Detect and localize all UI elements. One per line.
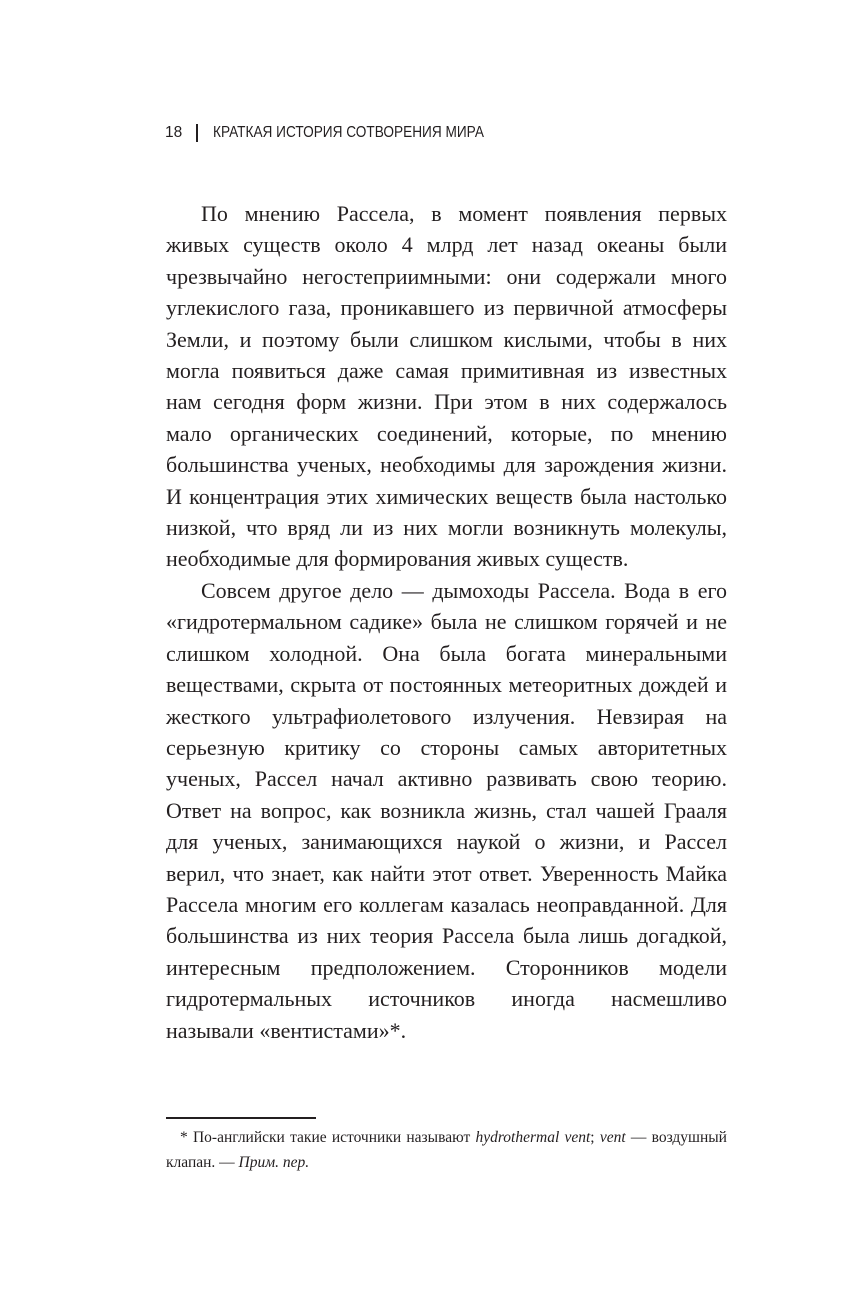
running-head bbox=[165, 121, 521, 145]
footnote-text-part: ; bbox=[590, 1129, 600, 1146]
footnote-text bbox=[166, 1125, 727, 1175]
footnote-text-part: По-английски такие источники называют bbox=[187, 1129, 476, 1146]
body-paragraph: Совсем другое дело — дымоходы Рассела. Вода в его «гидротермальном садике» была не слишком горячей и не слишком холодной. Она была богата минеральными веществами, скрыта от постоянных метеоритных дождей и жесткого ультрафиолетового излучения. Невзирая на серьезную критику со стороны самых авторитетных ученых, Рассел начал активно развивать свою теорию. Ответ на вопрос, как возникла жизнь, стал чашей Грааля для ученых, занимающихся наукой о жизни, и Рассел верил, что знает, как найти этот ответ. Уверенность Майка Рассела многим его коллегам казалась неоправданной. Для большинства из них теория Рассела была лишь догадкой, интересным предположением. Сторонников модели гидротермальных источников иногда насмешливо называли «вентистами»*. bbox=[166, 577, 727, 1043]
footnote-term: hydrothermal vent bbox=[475, 1129, 591, 1146]
book-title: КРАТКАЯ ИСТОРИЯ СОТВОРЕНИЯ МИРА bbox=[213, 124, 485, 141]
page-number: 18 bbox=[165, 124, 183, 141]
footnote-marker: * bbox=[180, 1129, 188, 1146]
footnote-term: vent bbox=[599, 1129, 626, 1146]
translator-note-label: Прим. пер. bbox=[238, 1154, 310, 1171]
body-paragraph: По мнению Рассела, в момент появления первых живых существ около 4 млрд лет назад океаны были чрезвычайно негостеприимными: они содержали много углекислого газа, проникавшего из первичной атмосферы Земли, и поэтому были слишком кислыми, чтобы в них могла появиться даже самая примитивная из известных нам сегодня форм жизни. При этом в них содержалось мало органических соединений, которые, по мнению большинства ученых, необходимы для зарождения жизни. И концентрация этих химических веществ была настолько низкой, что вряд ли из них могли возникнуть молекулы, необходимые для формирования живых существ. bbox=[166, 201, 727, 572]
header-separator bbox=[196, 124, 198, 142]
body-text bbox=[166, 198, 727, 1046]
footnote bbox=[166, 1125, 727, 1175]
footnote-divider bbox=[166, 1117, 316, 1119]
footnote-text-part: — воздушный клапан. — bbox=[166, 1129, 727, 1171]
